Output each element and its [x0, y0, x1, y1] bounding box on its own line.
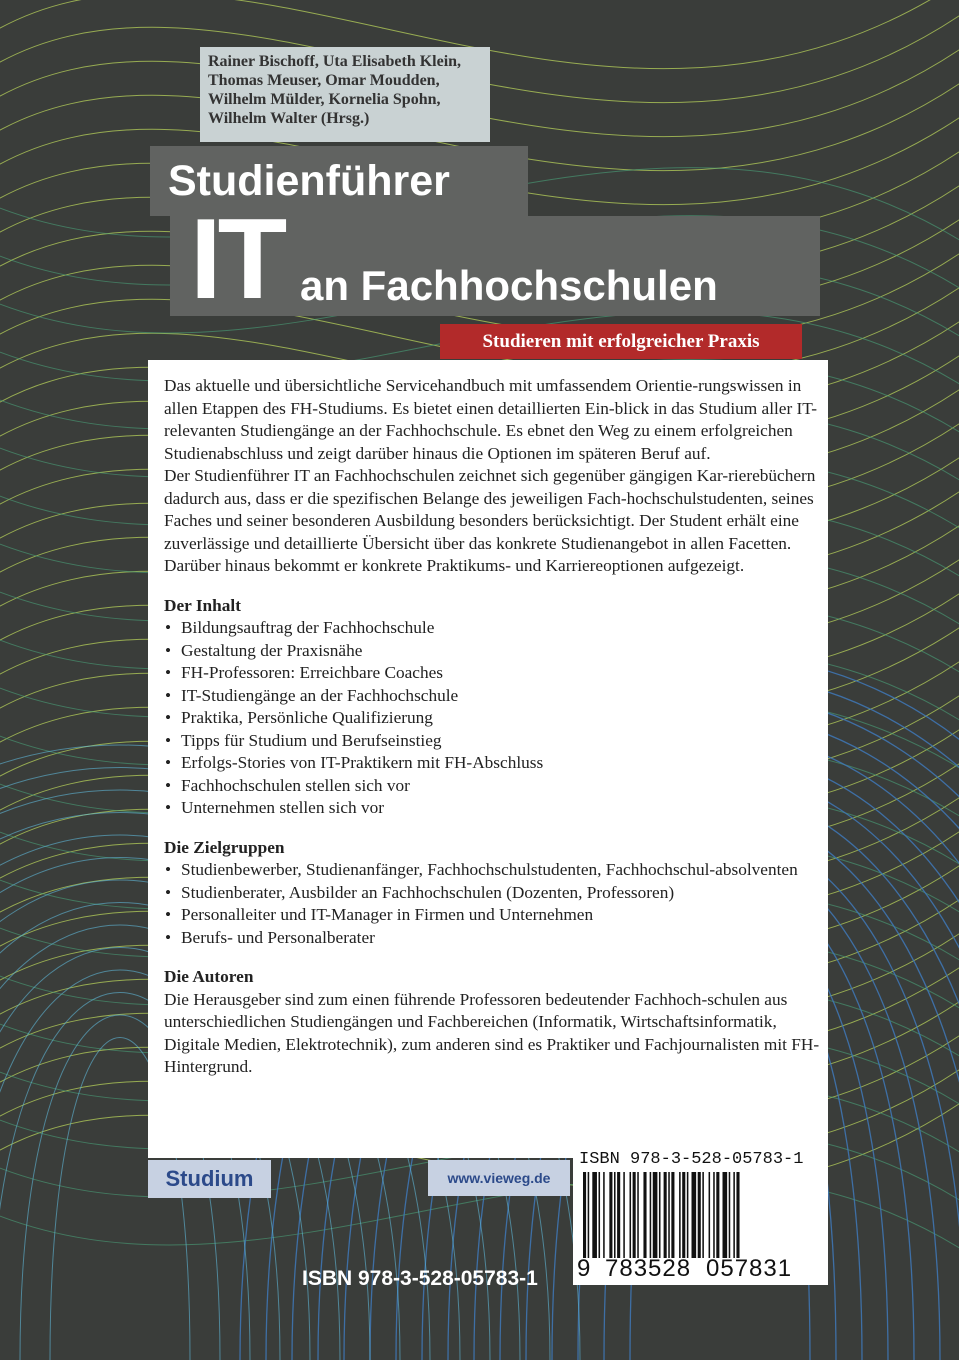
- barcode-bar: [687, 1172, 689, 1258]
- section-heading-autoren: Die Autoren: [164, 967, 254, 986]
- barcode-bar: [671, 1172, 674, 1258]
- barcode-bar: [617, 1172, 620, 1258]
- list-item: • Bildungsauftrag der Fachhochschule: [164, 617, 828, 640]
- title-it: IT: [190, 196, 284, 323]
- barcode-bar: [736, 1172, 739, 1258]
- barcode-bar: [650, 1172, 652, 1258]
- authors-box: [200, 47, 490, 142]
- barcode-bar: [713, 1172, 715, 1258]
- barcode-bar: [659, 1172, 661, 1258]
- author-line: Wilhelm Mülder, Kornelia Spohn,: [208, 91, 441, 108]
- description-panel: [148, 360, 828, 1158]
- intro-paragraph: Das aktuelle und übersichtliche Servicehandbuch mit umfassendem Orientie-rungswissen in allen Etappen des FH-Studiums. Es bietet einen detaillierten Ein-blick in das Studium aller IT-relevanten Studiengänge an der Fachhochschule. Es ebnet den Weg zu einem erfolgreichen Studienabschluss und zeigt darüber hinaus die Optionen im späteren Beruf auf.: [164, 376, 818, 463]
- barcode-bar: [668, 1172, 670, 1258]
- barcode-box: [573, 1148, 828, 1285]
- ean-group-2: 057831: [706, 1255, 793, 1282]
- list-item: • Fachhochschulen stellen sich vor: [164, 775, 828, 798]
- list-item: • Studienbewerber, Studienanfänger, Fachhochschulstudenten, Fachhochschul-absolventen: [164, 859, 828, 882]
- list-item: • Praktika, Persönliche Qualifizierung: [164, 707, 828, 730]
- barcode-bar: [716, 1172, 719, 1258]
- barcode-bar: [583, 1172, 586, 1258]
- isbn-text: ISBN 978-3-528-05783-1: [302, 1267, 538, 1290]
- list-item: • Gestaltung der Praxisnähe: [164, 640, 828, 663]
- barcode-bar: [614, 1172, 616, 1258]
- barcode-bar: [588, 1172, 590, 1258]
- barcode-isbn: ISBN 978-3-528-05783-1: [579, 1150, 804, 1169]
- ean-group-1: 783528: [605, 1255, 692, 1282]
- barcode-bar: [609, 1172, 612, 1258]
- website-badge[interactable]: www.vieweg.de: [428, 1160, 570, 1196]
- title-an-fachhochschulen: an Fachhochschulen: [300, 262, 718, 309]
- barcode-bar: [682, 1172, 685, 1258]
- list-item: • Erfolgs-Stories von IT-Praktikern mit FH-Abschluss: [164, 752, 828, 775]
- barcode-bar: [592, 1172, 597, 1258]
- barcode-bar: [698, 1172, 701, 1258]
- section-heading-zielgruppen: Die Zielgruppen: [164, 837, 285, 857]
- barcode-bar: [630, 1172, 632, 1258]
- barcode-bar: [637, 1172, 639, 1258]
- barcode-bar: [733, 1172, 735, 1258]
- author-line: Rainer Bischoff, Uta Elisabeth Klein,: [208, 53, 462, 70]
- list-item: • Tipps für Studium und Berufseinstieg: [164, 730, 828, 753]
- list-item: • FH-Professoren: Erreichbare Coaches: [164, 662, 828, 685]
- barcode-bar: [603, 1172, 605, 1258]
- list-item: • IT-Studiengänge an der Fachhochschule: [164, 685, 828, 708]
- barcode-bar: [643, 1172, 646, 1258]
- ean-first-digit: 9: [577, 1255, 591, 1282]
- barcode-bar: [723, 1172, 728, 1258]
- zielgruppen-list: [164, 859, 828, 949]
- barcode-bar: [599, 1172, 601, 1258]
- list-item: • Personalleiter und IT-Manager in Firmen und Unternehmen: [164, 904, 828, 927]
- barcode-bar: [692, 1172, 697, 1258]
- barcode-bar: [709, 1172, 711, 1258]
- list-item: • Studienberater, Ausbilder an Fachhochschulen (Dozenten, Professoren): [164, 882, 828, 905]
- barcode-bar: [679, 1172, 681, 1258]
- barcode-bar: [702, 1172, 704, 1258]
- barcode-bar: [664, 1172, 667, 1258]
- subtitle-banner: Studieren mit erfolgreicher Praxis: [440, 324, 802, 359]
- list-item: • Unternehmen stellen sich vor: [164, 797, 828, 820]
- author-line: Thomas Meuser, Omar Moudden,: [208, 72, 440, 89]
- series-badge: Studium: [148, 1160, 271, 1198]
- barcode-bar: [653, 1172, 658, 1258]
- barcode-bars: [583, 1172, 823, 1258]
- author-line: Wilhelm Walter (Hrsg.): [208, 110, 370, 127]
- autoren-paragraph: Die Herausgeber sind zum einen führende Professoren bedeutender Fachhoch-schulen aus unterschiedlichen Studiengängen und Fachbereichen (Informatik, Wirtschaftsinformatik, Digitale Medien, Elektrotechnik), zum anderen sind es Praktiker und Fachjournalisten mit FH-Hintergrund.: [164, 989, 820, 1076]
- list-item: • Berufs- und Personalberater: [164, 927, 828, 950]
- title-studienfuehrer: Studienführer: [150, 146, 528, 216]
- barcode-bar: [633, 1172, 636, 1258]
- inhalt-list: [164, 617, 828, 820]
- barcode-bar: [729, 1172, 731, 1258]
- barcode-bar: [623, 1172, 625, 1258]
- intro-paragraph: Der Studienführer IT an Fachhochschulen zeichnet sich gegenüber gängigen Kar-rierebüchern dadurch aus, dass er die spezifischen Belange des jeweiligen Fach-hochschulstudenten, seines Faches und seiner besonderen Ausbildung besonders berücksichtigt. Der Student erhält eine zuverlässige und detaillierte Übersicht über das konkrete Studienangebot in allen Facetten. Darüber hinaus bekommt er konkrete Praktikums- und Karriereoptionen aufgezeigt.: [164, 466, 816, 575]
- section-heading-inhalt: Der Inhalt: [164, 595, 241, 615]
